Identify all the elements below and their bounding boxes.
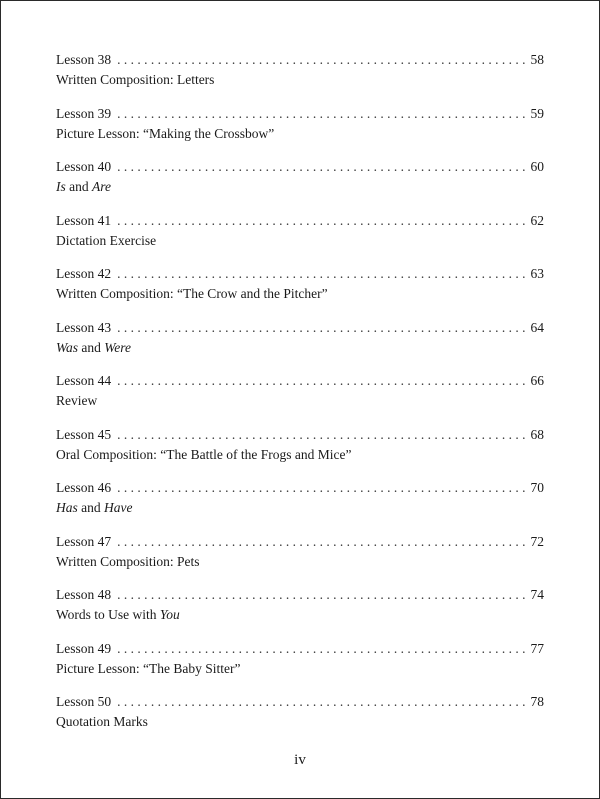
lesson-label: Lesson 38 (56, 52, 112, 67)
page-number: 70 (530, 480, 544, 495)
lesson-subtitle (56, 553, 544, 571)
lesson-label: Lesson 41 (56, 212, 112, 228)
subtitle-italic-segment: Is (56, 179, 66, 194)
toc-entry (56, 158, 544, 212)
lesson-subtitle (56, 285, 544, 303)
dot-leader (117, 372, 528, 390)
lesson-label: Lesson 49 (56, 640, 112, 656)
page-number: 63 (530, 266, 544, 281)
toc-entry (56, 426, 544, 480)
lesson-label: Lesson 40 (56, 159, 112, 174)
toc-lesson-line (56, 533, 544, 551)
subtitle-segment: and (78, 339, 105, 355)
toc-lesson-line (56, 586, 544, 604)
dot-leader (117, 479, 528, 497)
lesson-subtitle (56, 178, 544, 196)
lesson-subtitle (56, 660, 544, 678)
dot-leader (117, 265, 528, 283)
toc-entry (56, 640, 544, 694)
lesson-label: Lesson 47 (56, 533, 112, 549)
subtitle-italic-segment: Are (92, 179, 111, 194)
page-number: 62 (530, 212, 544, 228)
toc-lesson-line (56, 158, 544, 176)
lesson-subtitle (56, 339, 544, 357)
toc-entry (56, 51, 544, 105)
lesson-subtitle (56, 392, 544, 410)
subtitle-italic-segment: You (159, 607, 180, 622)
lesson-label: Lesson 39 (56, 105, 112, 121)
page-number: 74 (530, 587, 544, 602)
subtitle-segment: Dictation Exercise (56, 232, 157, 248)
toc-entry (56, 693, 544, 747)
toc-lesson-line (56, 640, 544, 658)
toc-lesson-line (56, 212, 544, 230)
dot-leader (117, 212, 528, 230)
toc-lesson-line (56, 426, 544, 444)
dot-leader (117, 319, 528, 337)
dot-leader (117, 105, 528, 123)
toc-lesson-line (56, 372, 544, 390)
toc-entry (56, 586, 544, 640)
lesson-subtitle (56, 125, 544, 143)
lesson-label: Lesson 43 (56, 319, 112, 335)
table-of-contents (56, 51, 544, 747)
subtitle-segment: and (77, 500, 105, 515)
lesson-subtitle (56, 606, 544, 624)
lesson-subtitle (56, 232, 544, 250)
toc-lesson-line (56, 479, 544, 497)
dot-leader (117, 586, 528, 604)
subtitle-segment: Quotation Marks (56, 714, 148, 729)
toc-entry (56, 372, 544, 426)
toc-lesson-line (56, 265, 544, 283)
subtitle-segment: Written Composition: Pets (56, 553, 200, 569)
dot-leader (117, 640, 528, 658)
page-number: 58 (530, 52, 544, 67)
toc-entry (56, 265, 544, 319)
lesson-subtitle (56, 446, 544, 464)
page-number: 59 (530, 105, 544, 121)
lesson-label: Lesson 45 (56, 426, 112, 442)
subtitle-italic-segment: Have (104, 500, 133, 515)
dot-leader (117, 693, 528, 711)
toc-entry (56, 533, 544, 587)
subtitle-segment: Words to Use with (56, 607, 160, 622)
lesson-label: Lesson 50 (56, 694, 112, 709)
toc-lesson-line (56, 105, 544, 123)
toc-entry (56, 105, 544, 159)
toc-lesson-line (56, 51, 544, 69)
page-number: 66 (530, 373, 544, 388)
page-number: 64 (530, 319, 544, 335)
subtitle-segment: and (65, 179, 92, 194)
page-number: 77 (530, 640, 544, 656)
subtitle-segment: Picture Lesson: “The Baby Sitter” (56, 660, 241, 676)
lesson-subtitle (56, 71, 544, 89)
toc-entry (56, 212, 544, 266)
subtitle-italic-segment: Were (104, 339, 132, 355)
subtitle-segment: Picture Lesson: “Making the Crossbow” (56, 125, 275, 141)
toc-lesson-line (56, 693, 544, 711)
lesson-label: Lesson 42 (56, 266, 112, 281)
lesson-label: Lesson 48 (56, 587, 112, 602)
page-number-folio: iv (294, 752, 306, 768)
subtitle-segment: Oral Composition: “The Battle of the Frogs and Mice” (56, 446, 352, 462)
page-number: 78 (530, 694, 544, 709)
lesson-subtitle (56, 499, 544, 517)
page-number: 68 (530, 426, 544, 442)
page-number: 60 (530, 159, 544, 174)
lesson-subtitle (56, 713, 544, 731)
dot-leader (117, 426, 528, 444)
subtitle-segment: Written Composition: Letters (56, 72, 215, 87)
subtitle-italic-segment: Was (56, 339, 79, 355)
subtitle-segment: Written Composition: “The Crow and the Pitcher” (56, 286, 328, 301)
dot-leader (117, 158, 528, 176)
toc-lesson-line (56, 319, 544, 337)
dot-leader (117, 533, 528, 551)
toc-entry (56, 319, 544, 373)
subtitle-segment: Review (56, 393, 98, 408)
lesson-label: Lesson 46 (56, 480, 112, 495)
page-number: 72 (530, 533, 544, 549)
subtitle-italic-segment: Has (56, 500, 78, 515)
lesson-label: Lesson 44 (56, 373, 112, 388)
dot-leader (117, 51, 528, 69)
toc-entry (56, 479, 544, 533)
